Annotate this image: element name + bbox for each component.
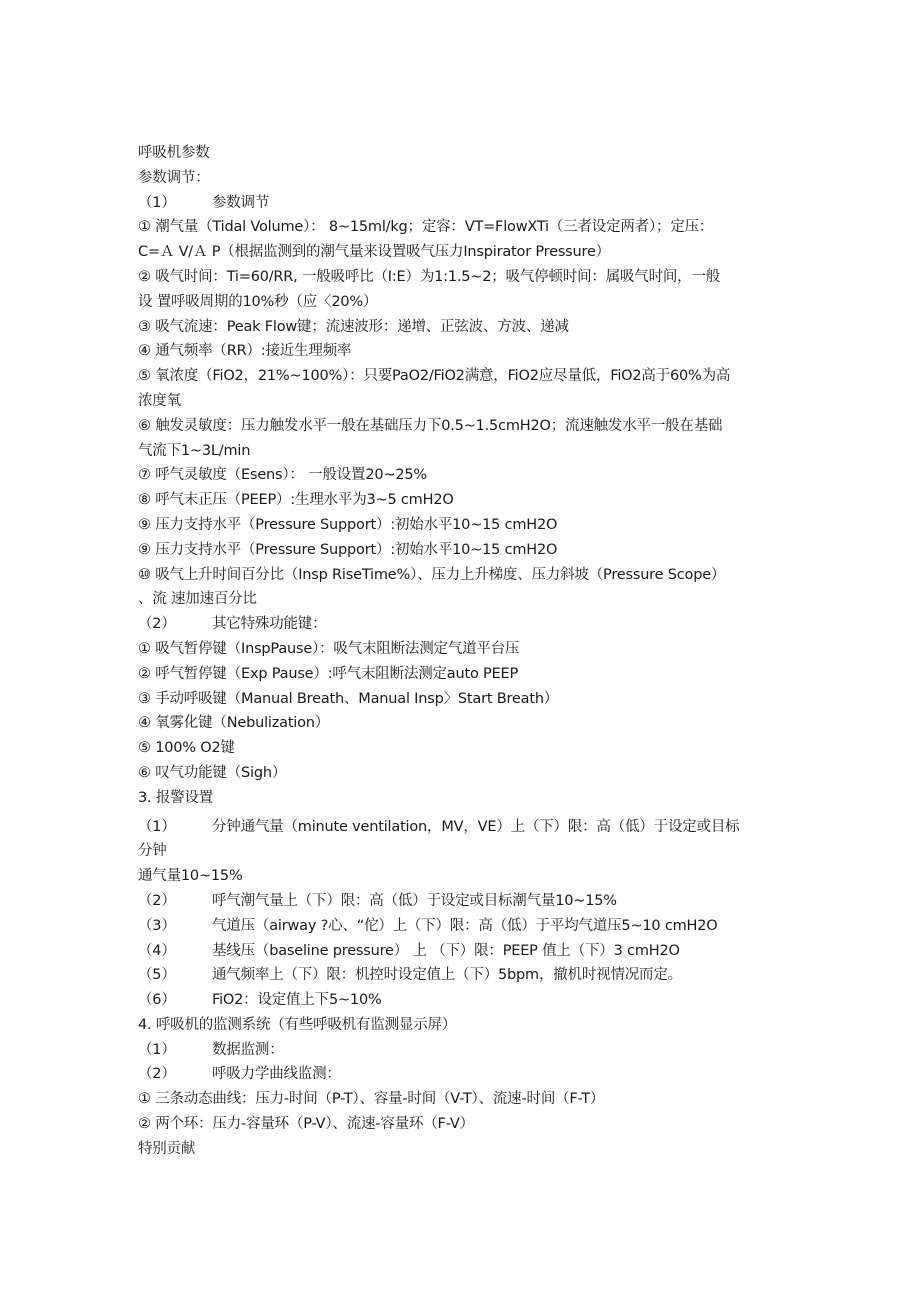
line-text: 基线压（baseline pressure） 上 （下）限：PEEP 值上（下）3 cmH2O bbox=[212, 942, 680, 959]
text-line bbox=[138, 240, 808, 265]
text-line bbox=[138, 1112, 808, 1137]
line-text: 参数调节： bbox=[138, 169, 210, 186]
line-text: ④ 通气频率（RR）:接近生理频率 bbox=[138, 343, 352, 360]
text-line bbox=[138, 839, 808, 864]
text-line bbox=[138, 1062, 808, 1087]
line-text: 呼气潮气量上（下）限：高（低）于设定或目标潮气量10~15% bbox=[212, 892, 617, 909]
line-text: ⑩ 吸气上升时间百分比（Insp RiseTime%）、压力上升梯度、压力斜坡（Pressure Scope） bbox=[138, 566, 726, 583]
line-text: ① 吸气暂停键（InspPause）：吸气末阻断法测定气道平台压 bbox=[138, 640, 520, 657]
line-text: 气道压（airway ?心、“佗）上（下）限：高（低）于平均气道压5~10 cmH2O bbox=[212, 917, 718, 934]
text-line bbox=[138, 612, 808, 637]
text-line bbox=[138, 563, 808, 588]
line-text: ③ 手动呼吸键（Manual Breath、Manual Insp〉Start Breath） bbox=[138, 690, 559, 707]
text-line bbox=[138, 1038, 808, 1063]
line-text: ⑦ 呼气灵敏度（Esens）： 一般设置20~25% bbox=[138, 467, 427, 484]
text-line bbox=[138, 315, 808, 340]
line-text: 气流下1~3L/min bbox=[138, 442, 251, 459]
text-line bbox=[138, 265, 808, 290]
text-line bbox=[138, 513, 808, 538]
line-text: 4. 呼吸机的监测系统（有些呼吸机有监测显示屏） bbox=[138, 1016, 457, 1033]
text-line bbox=[138, 1087, 808, 1112]
item-number: （4） bbox=[138, 942, 176, 959]
item-number: （1） bbox=[138, 818, 176, 835]
text-line bbox=[138, 711, 808, 736]
text-line bbox=[138, 687, 808, 712]
line-text: ⑥ 触发灵敏度：压力触发水平一般在基础压力下0.5~1.5cmH2O；流速触发水平一般在基础 bbox=[138, 417, 723, 434]
line-text: ⑤ 氧浓度（FiO2，21%~100%）：只要PaO2/FiO2满意，FiO2应尽量低，FiO2高于60%为高 bbox=[138, 368, 731, 385]
line-text: ⑨ 压力支持水平（Pressure Support）:初始水平10~15 cmH2O bbox=[138, 541, 558, 558]
line-text: 呼吸机参数 bbox=[138, 145, 210, 161]
line-text: 呼吸力学曲线监测： bbox=[212, 1066, 341, 1083]
text-line bbox=[138, 1013, 808, 1038]
line-text: ① 潮气量（Tidal Volume）： 8~15ml/kg；定容：VT=FlowXTi（三者设定两者）；定压： bbox=[138, 219, 714, 236]
line-text: ① 三条动态曲线：压力-时间（P-T）、容量-时间（V-T）、流速-时间（F-T） bbox=[138, 1091, 605, 1108]
text-line bbox=[138, 662, 808, 687]
line-text: 通气量10~15% bbox=[138, 868, 243, 885]
text-line bbox=[138, 488, 808, 513]
line-text: 3. 报警设置 bbox=[138, 789, 214, 806]
text-line bbox=[138, 963, 808, 988]
item-number: （2） bbox=[138, 616, 176, 633]
line-text: 其它特殊功能键： bbox=[212, 616, 327, 633]
line-text: ② 呼气暂停键（Exp Pause）:呼气末阻断法测定auto PEEP bbox=[138, 665, 519, 682]
line-text: ② 吸气时间：Ti=60/RR, 一般吸呼比（I:E）为1:1.5~2；吸气停顿时间：属吸气时间，一般 bbox=[138, 268, 721, 285]
line-text: ③ 吸气流速：Peak Flow键；流速波形：递增、正弦波、方波、递减 bbox=[138, 318, 569, 335]
line-text: 分钟通气量（minute ventilation，MV，VE）上（下）限：高（低）于设定或目标 bbox=[212, 818, 740, 835]
text-line bbox=[138, 364, 808, 389]
line-text: 设 置呼吸周期的10%秒（应〈20%） bbox=[138, 293, 378, 310]
line-text: 分钟 bbox=[138, 843, 167, 860]
line-text: ② 两个环：压力-容量环（P-V）、流速-容量环（F-V） bbox=[138, 1116, 474, 1133]
text-line bbox=[138, 166, 808, 191]
text-line bbox=[138, 1137, 808, 1162]
line-text: FiO2：设定值上下5~10% bbox=[212, 992, 382, 1009]
text-line bbox=[138, 389, 808, 414]
text-line bbox=[138, 290, 808, 315]
text-line bbox=[138, 914, 808, 939]
text-line bbox=[138, 761, 808, 786]
text-line bbox=[138, 587, 808, 612]
text-line bbox=[138, 215, 808, 240]
line-text: ⑤ 100% O2键 bbox=[138, 740, 235, 757]
text-line bbox=[138, 939, 808, 964]
text-line bbox=[138, 786, 808, 811]
text-line bbox=[138, 815, 808, 840]
text-line bbox=[138, 637, 808, 662]
item-number: （2） bbox=[138, 1066, 176, 1083]
text-line bbox=[138, 889, 808, 914]
line-text: C=Ａ V/Ａ P（根据监测到的潮气量来设置吸气压力Inspirator Pressure） bbox=[138, 244, 610, 261]
text-line bbox=[138, 463, 808, 488]
line-text: ④ 氧雾化键（Nebulization） bbox=[138, 715, 330, 732]
text-line bbox=[138, 439, 808, 464]
line-text: ⑧ 呼气末正压（PEEP）:生理水平为3~5 cmH2O bbox=[138, 492, 454, 509]
text-line bbox=[138, 988, 808, 1013]
item-number: （2） bbox=[138, 892, 176, 909]
item-number: （3） bbox=[138, 917, 176, 934]
document-body bbox=[138, 141, 808, 1162]
text-line bbox=[138, 864, 808, 889]
line-text: 参数调节 bbox=[212, 194, 270, 211]
text-line bbox=[138, 191, 808, 216]
item-number: （6） bbox=[138, 992, 176, 1009]
text-line bbox=[138, 141, 808, 166]
line-text: ⑨ 压力支持水平（Pressure Support）:初始水平10~15 cmH2O bbox=[138, 516, 558, 533]
item-number: （5） bbox=[138, 967, 176, 984]
line-text: 、流 速加速百分比 bbox=[138, 591, 257, 608]
text-line bbox=[138, 339, 808, 364]
line-text: 浓度氧 bbox=[138, 392, 181, 409]
line-text: 特别贡献 bbox=[138, 1140, 196, 1157]
item-number: （1） bbox=[138, 1041, 176, 1058]
item-number: （1） bbox=[138, 194, 176, 211]
line-text: 通气频率上（下）限：机控时设定值上（下）5bpm，撤机时视情况而定。 bbox=[212, 967, 682, 984]
text-line bbox=[138, 538, 808, 563]
text-line bbox=[138, 736, 808, 761]
text-line bbox=[138, 414, 808, 439]
line-text: 数据监测： bbox=[212, 1041, 284, 1058]
line-text: ⑥ 叹气功能键（Sigh） bbox=[138, 764, 287, 781]
